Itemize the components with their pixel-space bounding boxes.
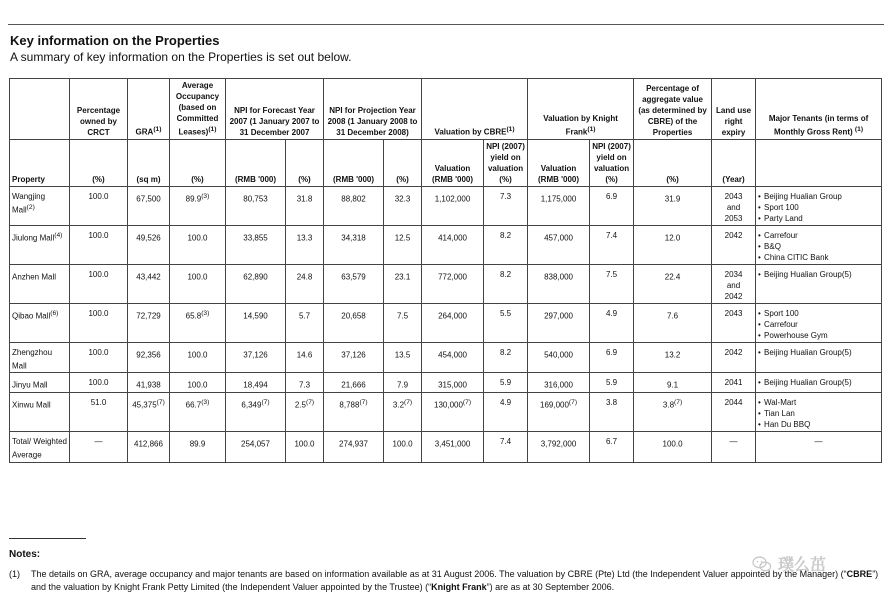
cell-gra: 67,500 — [128, 186, 170, 225]
note-1-marker: (1) — [9, 569, 20, 579]
table-row — [10, 373, 882, 393]
cell-yield-kf: 6.9 — [590, 186, 634, 225]
unit-owned: (%) — [70, 139, 128, 186]
cell-major-tenants — [756, 225, 882, 264]
cell-property: Qibao Mall$^{(6)}$ — [10, 303, 70, 342]
cell-npi-2008-pct: 7.5 — [384, 303, 422, 342]
cell-occupancy: 100.0 — [170, 342, 226, 373]
cell-land-use-expiry — [712, 342, 756, 373]
cell-valuation-kf: 838,000 — [528, 264, 590, 303]
cell-valuation-cbre: 130,000$^{(7)}$ — [422, 392, 484, 431]
cell-occupancy: 100.0 — [170, 225, 226, 264]
cell-valuation-kf: 540,000 — [528, 342, 590, 373]
expiry-line: and — [726, 280, 741, 290]
cell-gra: 412,866 — [128, 431, 170, 462]
cell-npi-2007-pct: 14.6 — [286, 342, 324, 373]
expiry-line: — — [729, 436, 738, 446]
tenant-item: • B&Q — [758, 241, 879, 252]
cell-valuation-kf: 297,000 — [528, 303, 590, 342]
tenant-item: • Tian Lan — [758, 408, 879, 419]
cell-npi-2007: 18,494 — [226, 373, 286, 393]
unit-expiry: (Year) — [712, 139, 756, 186]
cell-valuation-cbre: 414,000 — [422, 225, 484, 264]
wechat-icon — [752, 555, 772, 573]
watermark-text: 璞么茁 — [778, 557, 827, 574]
tenant-item: • Beijing Hualian Group — [758, 191, 879, 202]
cell-yield-cbre: 5.5 — [484, 303, 528, 342]
cell-yield-kf: 5.9 — [590, 373, 634, 393]
cell-property: Total/ Weighted Average — [10, 431, 70, 462]
cell-property: Zhengzhou Mall — [10, 342, 70, 373]
cell-major-tenants — [756, 373, 882, 393]
header-row-units — [10, 139, 882, 186]
cell-yield-kf: 6.7 — [590, 431, 634, 462]
tenant-item: • Party Land — [758, 213, 879, 224]
cell-major-tenants — [756, 392, 882, 431]
cell-occupancy: 89.9 — [170, 431, 226, 462]
cell-npi-2008-pct: 13.5 — [384, 342, 422, 373]
table-row — [10, 186, 882, 225]
cell-valuation-cbre: 454,000 — [422, 342, 484, 373]
cell-npi-2007: 14,590 — [226, 303, 286, 342]
cell-yield-cbre: 8.2 — [484, 225, 528, 264]
cell-yield-kf: 7.5 — [590, 264, 634, 303]
cell-major-tenants — [756, 186, 882, 225]
expiry-line: 2042 — [724, 291, 743, 301]
cell-gra: 45,375$^{(7)}$ — [128, 392, 170, 431]
cell-valuation-cbre: 3,451,000 — [422, 431, 484, 462]
expiry-line: 2042 — [724, 230, 743, 240]
cell-property: Wangjing Mall$^{(2)}$ — [10, 186, 70, 225]
top-rule — [8, 24, 884, 25]
cell-valuation-kf: 1,175,000 — [528, 186, 590, 225]
unit-npi07: (RMB '000) — [226, 139, 286, 186]
table-row — [10, 264, 882, 303]
cell-npi-2007: 254,057 — [226, 431, 286, 462]
cell-percentage-aggregate: 13.2 — [634, 342, 712, 373]
cell-property: Xinwu Mall — [10, 392, 70, 431]
cell-npi-2007-pct: 13.3 — [286, 225, 324, 264]
cell-valuation-cbre: 264,000 — [422, 303, 484, 342]
tenant-list — [758, 230, 879, 263]
tenant-dash: — — [814, 436, 823, 446]
tenant-item: • Beijing Hualian Group(5) — [758, 377, 879, 388]
cell-property: Jinyu Mall — [10, 373, 70, 393]
tenant-item: • China CITIC Bank — [758, 252, 879, 263]
header-valuation-knight-frank: Valuation by Knight Frank$^{(1)}$ — [528, 79, 634, 140]
cell-land-use-expiry — [712, 186, 756, 225]
tenant-list — [758, 308, 879, 341]
notes-rule — [9, 538, 86, 539]
tenant-item: • Carrefour — [758, 319, 879, 330]
notes-title: Notes: — [9, 549, 41, 560]
cell-npi-2008-pct: 23.1 — [384, 264, 422, 303]
cell-npi-2008: 274,937 — [324, 431, 384, 462]
header-occupancy: Average Occupancy (based on Committed Leases)$^{(1)}$ — [170, 79, 226, 140]
table-body — [10, 186, 882, 462]
cell-gra: 49,526 — [128, 225, 170, 264]
cell-owned: 100.0 — [70, 342, 128, 373]
expiry-line: 2044 — [724, 397, 743, 407]
watermark — [752, 552, 826, 575]
cell-land-use-expiry — [712, 225, 756, 264]
tenant-item: • Wal-Mart — [758, 397, 879, 408]
cell-npi-2007-pct: 31.8 — [286, 186, 324, 225]
cell-npi-2008-pct: 3.2$^{(7)}$ — [384, 392, 422, 431]
header-blank — [10, 79, 70, 140]
cell-npi-2008-pct: 7.9 — [384, 373, 422, 393]
cell-owned: — — [70, 431, 128, 462]
cell-npi-2007-pct: 5.7 — [286, 303, 324, 342]
cell-valuation-kf: 457,000 — [528, 225, 590, 264]
header-gra: GRA$^{(1)}$ — [128, 79, 170, 140]
cell-npi-2007-pct: 7.3 — [286, 373, 324, 393]
header-major-tenants: Major Tenants (in terms of Monthly Gross Rent) $^{(1)}$ — [756, 79, 882, 140]
expiry-line: and — [726, 202, 741, 212]
cell-npi-2008-pct: 12.5 — [384, 225, 422, 264]
cell-npi-2007: 33,855 — [226, 225, 286, 264]
expiry-line: 2041 — [724, 378, 743, 388]
unit-npi07-pct: (%) — [286, 139, 324, 186]
cell-yield-kf: 3.8 — [590, 392, 634, 431]
unit-aggregate: (%) — [634, 139, 712, 186]
table-row — [10, 303, 882, 342]
subheader-valuation-kf: Valuation (RMB '000) — [528, 139, 590, 186]
expiry-line: 2043 — [724, 308, 743, 318]
tenant-list — [758, 377, 879, 388]
cell-yield-kf: 4.9 — [590, 303, 634, 342]
cell-yield-cbre: 7.3 — [484, 186, 528, 225]
cell-owned: 100.0 — [70, 264, 128, 303]
cell-yield-cbre: 7.4 — [484, 431, 528, 462]
tenant-list — [758, 269, 879, 280]
cell-npi-2008: 34,318 — [324, 225, 384, 264]
table-row — [10, 431, 882, 462]
cell-land-use-expiry — [712, 431, 756, 462]
cell-major-tenants — [756, 264, 882, 303]
cell-npi-2008: 20,658 — [324, 303, 384, 342]
cell-property: Anzhen Mall — [10, 264, 70, 303]
section-heading: Key information on the Properties — [10, 33, 220, 48]
cell-npi-2007-pct: 100.0 — [286, 431, 324, 462]
tenant-item: • Beijing Hualian Group(5) — [758, 269, 879, 280]
cell-percentage-aggregate: 22.4 — [634, 264, 712, 303]
cell-major-tenants — [756, 431, 882, 462]
unit-npi08-pct: (%) — [384, 139, 422, 186]
cell-yield-cbre: 8.2 — [484, 264, 528, 303]
cell-land-use-expiry — [712, 264, 756, 303]
subheader-yield-kf: NPI (2007) yield on valuation (%) — [590, 139, 634, 186]
cell-yield-cbre: 4.9 — [484, 392, 528, 431]
cell-yield-kf: 7.4 — [590, 225, 634, 264]
table-row — [10, 225, 882, 264]
tenant-list — [758, 397, 879, 430]
cell-yield-kf: 6.9 — [590, 342, 634, 373]
unit-gra: (sq m) — [128, 139, 170, 186]
cell-occupancy: 66.7$^{(3)}$ — [170, 392, 226, 431]
cell-valuation-cbre: 772,000 — [422, 264, 484, 303]
tenant-item: • Sport 100 — [758, 308, 879, 319]
header-property: Property — [10, 139, 70, 186]
cell-npi-2008-pct: 32.3 — [384, 186, 422, 225]
expiry-line: 2043 — [724, 191, 743, 201]
cell-land-use-expiry — [712, 373, 756, 393]
cell-npi-2008: 88,802 — [324, 186, 384, 225]
tenant-item: • Sport 100 — [758, 202, 879, 213]
section-subheading: A summary of key information on the Properties is set out below. — [10, 50, 352, 64]
cell-property: Jiulong Mall$^{(4)}$ — [10, 225, 70, 264]
properties-table — [9, 78, 882, 463]
cell-major-tenants — [756, 342, 882, 373]
table-row — [10, 342, 882, 373]
subheader-valuation-cbre: Valuation (RMB '000) — [422, 139, 484, 186]
expiry-line: 2034 — [724, 269, 743, 279]
unit-npi08: (RMB '000) — [324, 139, 384, 186]
cell-yield-cbre: 8.2 — [484, 342, 528, 373]
cell-occupancy: 65.8$^{(3)}$ — [170, 303, 226, 342]
cell-percentage-aggregate: 3.8$^{(7)}$ — [634, 392, 712, 431]
cell-npi-2007-pct: 2.5$^{(7)}$ — [286, 392, 324, 431]
cell-land-use-expiry — [712, 303, 756, 342]
cell-npi-2007: 62,890 — [226, 264, 286, 303]
header-land-use: Land use right expiry — [712, 79, 756, 140]
unit-tenants — [756, 139, 882, 186]
header-valuation-cbre: Valuation by CBRE$^{(1)}$ — [422, 79, 528, 140]
unit-occupancy: (%) — [170, 139, 226, 186]
cell-npi-2008: 21,666 — [324, 373, 384, 393]
cell-occupancy: 100.0 — [170, 264, 226, 303]
cell-npi-2007-pct: 24.8 — [286, 264, 324, 303]
cell-npi-2007: 80,753 — [226, 186, 286, 225]
cell-valuation-kf: 316,000 — [528, 373, 590, 393]
cell-percentage-aggregate: 31.9 — [634, 186, 712, 225]
cell-valuation-cbre: 1,102,000 — [422, 186, 484, 225]
cell-npi-2008: 37,126 — [324, 342, 384, 373]
cell-percentage-aggregate: 100.0 — [634, 431, 712, 462]
cell-gra: 92,356 — [128, 342, 170, 373]
cell-yield-cbre: 5.9 — [484, 373, 528, 393]
cell-owned: 100.0 — [70, 225, 128, 264]
note-1-text: The details on GRA, average occupancy and major tenants are based on information available as at 31 August 2006. The valuation by CBRE (Pte) Ltd (the Independent Valuer appointed by the Manager) (“CBRE”) and the valuation by Knight Frank Petty Limited (the Independent Valuer appointed by the Trustee) (“Knight Frank”) are as at 30 September 2006. — [31, 569, 879, 592]
cell-owned: 51.0 — [70, 392, 128, 431]
header-npi-2007: NPI for Forecast Year 2007 (1 January 2007 to 31 December 2007 — [226, 79, 324, 140]
cell-land-use-expiry — [712, 392, 756, 431]
expiry-line: 2053 — [724, 213, 743, 223]
cell-gra: 43,442 — [128, 264, 170, 303]
table-row — [10, 392, 882, 431]
header-row-main — [10, 79, 882, 140]
cell-npi-2008: 63,579 — [324, 264, 384, 303]
cell-valuation-cbre: 315,000 — [422, 373, 484, 393]
tenant-item: • Han Du BBQ — [758, 419, 879, 430]
header-percentage-aggregate: Percentage of aggregate value (as determined by CBRE) of the Properties — [634, 79, 712, 140]
cell-npi-2008: 8,788$^{(7)}$ — [324, 392, 384, 431]
cell-occupancy: 89.9$^{(3)}$ — [170, 186, 226, 225]
cell-major-tenants — [756, 303, 882, 342]
cell-gra: 41,938 — [128, 373, 170, 393]
tenant-item: • Beijing Hualian Group(5) — [758, 347, 879, 358]
tenant-item: • Powerhouse Gym — [758, 330, 879, 341]
cell-valuation-kf: 3,792,000 — [528, 431, 590, 462]
tenant-item: • Carrefour — [758, 230, 879, 241]
cell-percentage-aggregate: 9.1 — [634, 373, 712, 393]
tenant-list — [758, 347, 879, 358]
expiry-line: 2042 — [724, 347, 743, 357]
cell-percentage-aggregate: 7.6 — [634, 303, 712, 342]
cell-owned: 100.0 — [70, 373, 128, 393]
cell-npi-2007: 37,126 — [226, 342, 286, 373]
header-npi-2008: NPI for Projection Year 2008 (1 January 2008 to 31 December 2008) — [324, 79, 422, 140]
cell-occupancy: 100.0 — [170, 373, 226, 393]
cell-owned: 100.0 — [70, 186, 128, 225]
cell-owned: 100.0 — [70, 303, 128, 342]
subheader-yield-cbre: NPI (2007) yield on valuation (%) — [484, 139, 528, 186]
cell-valuation-kf: 169,000$^{(7)}$ — [528, 392, 590, 431]
header-percentage-owned: Percentage owned by CRCT — [70, 79, 128, 140]
cell-npi-2007: 6,349$^{(7)}$ — [226, 392, 286, 431]
cell-npi-2008-pct: 100.0 — [384, 431, 422, 462]
cell-gra: 72,729 — [128, 303, 170, 342]
cell-percentage-aggregate: 12.0 — [634, 225, 712, 264]
tenant-list — [758, 191, 879, 224]
